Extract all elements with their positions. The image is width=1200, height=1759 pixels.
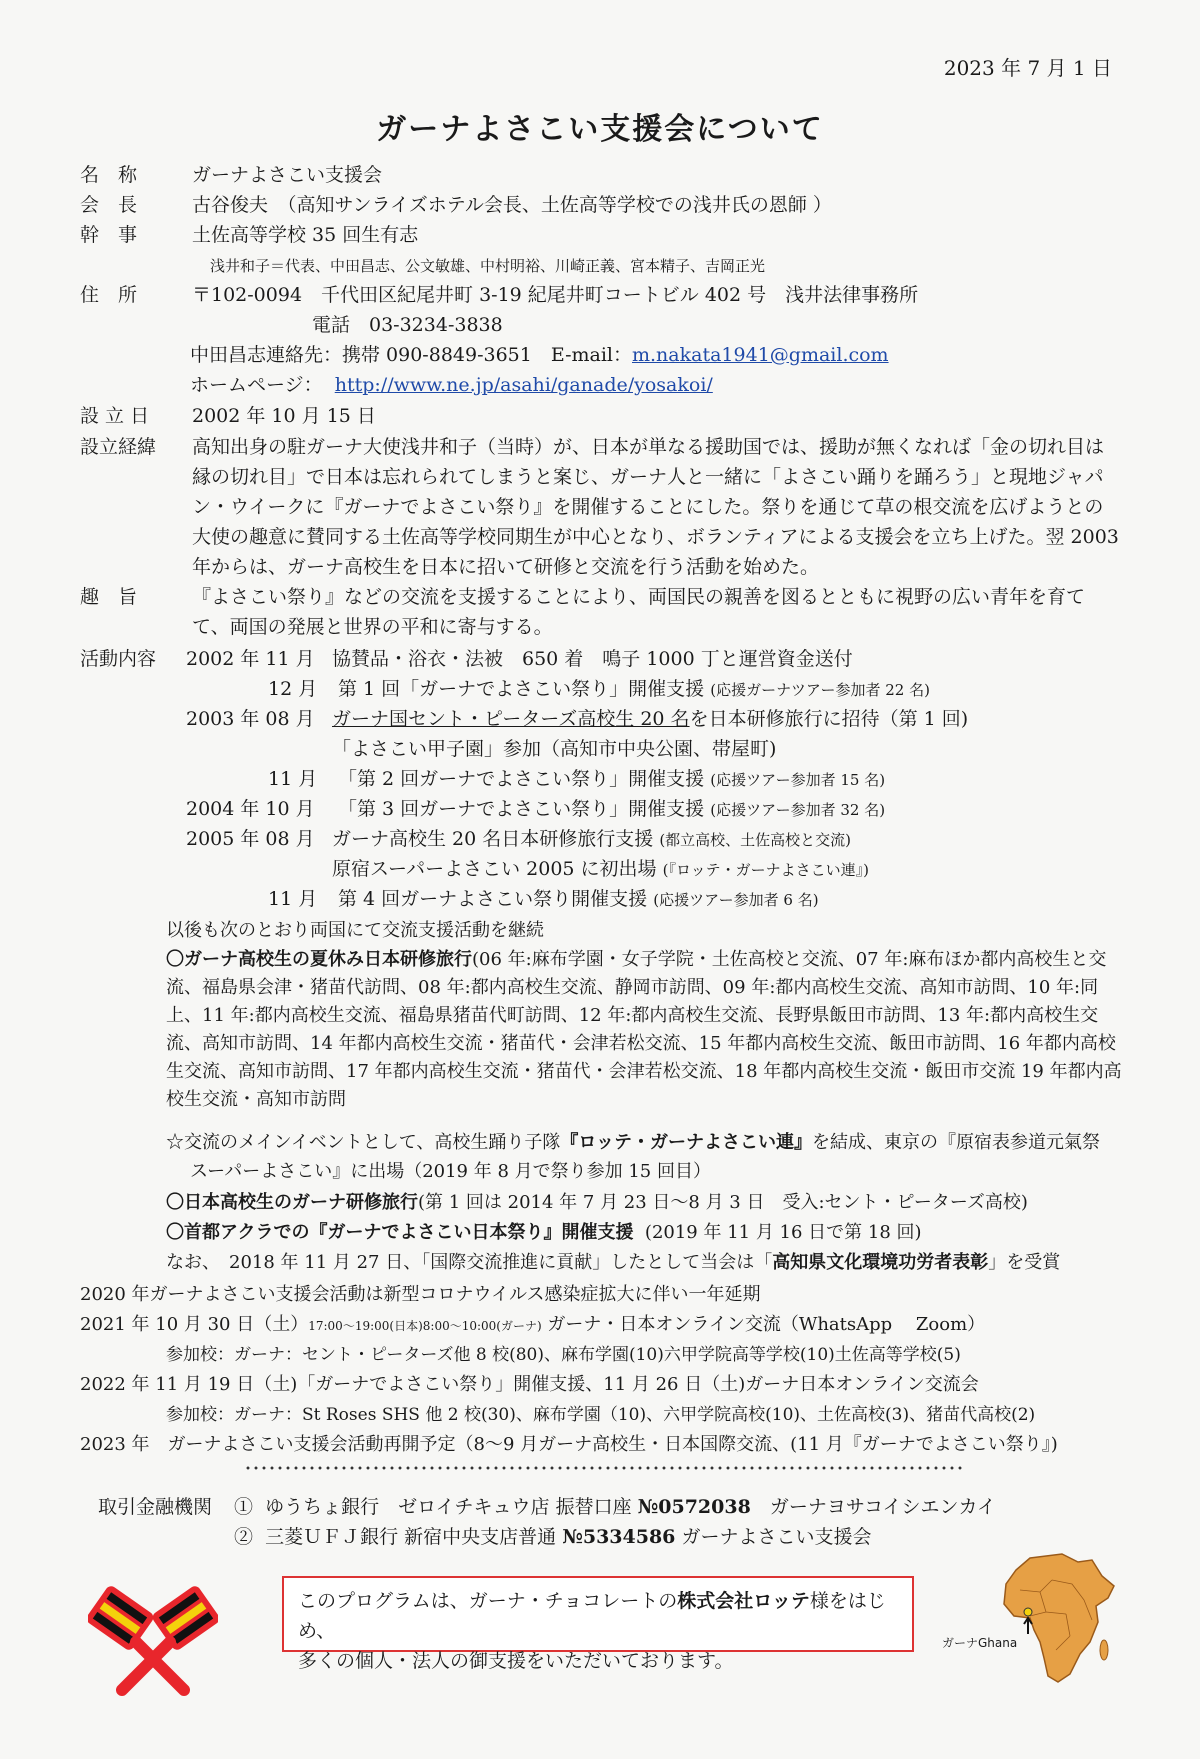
- ghana-marker: [1024, 1608, 1032, 1616]
- summer-body: (06 年:麻布学園・女子学院・土佐高校と交流、07 年:麻布ほか都内高校生と交流、福島県会津・猪苗代訪問、08 年:都内高校生交流、静岡市訪問、09 年:都内高校生交流、高知市訪問、10 年:同上、11 年:都内高校生交流、福島県猪苗代町訪問、12 年:都内高校生交流、長野県飯田市訪問、13 年:都内高校生交流、高知市訪問、14 年都内高校生交流・猪苗代・会津若松交流、15 年都内高校生交流、飯田市訪問、16 年都内高校生交流、高知市訪問、17 年都内高校生交流・猪苗代・会津若松交流、18 年都内高校生交流・飯田市交流 19 年都内高校生交流・高知市訪問: [166, 949, 1122, 1110]
- activity-text: ガーナ国セント・ピーターズ高校生 20 名: [332, 708, 690, 730]
- activity-text: 協賛品・浴衣・法被 650 着 鳴子 1000 丁と運営資金送付: [332, 648, 853, 670]
- activity-text: 「第 2 回ガーナでよさこい祭り」開催支援: [338, 768, 705, 790]
- activity-item: [332, 856, 869, 883]
- address-row: [80, 282, 918, 308]
- summer-program: [166, 946, 1126, 1114]
- activity-item: [332, 706, 968, 732]
- exec-label: 幹 事: [80, 224, 138, 246]
- founded-row: [80, 403, 376, 429]
- year-2021-date: 2021 年 10 月 30 日（土）: [80, 1314, 309, 1335]
- exec-row: [80, 222, 418, 248]
- bank-line-num: ②: [234, 1526, 254, 1548]
- lotte-team: 『ロッテ・ガーナよさこい連』: [560, 1132, 813, 1153]
- award-text-end: 」を受賞: [988, 1252, 1061, 1273]
- history-label: 設立経緯: [80, 436, 157, 458]
- activity-date: 11 月: [268, 888, 318, 910]
- japan-trip-body: (第 1 回は 2014 年 7 月 23 日〜8 月 3 日 受入:セント・ピーターズ高校): [418, 1192, 1028, 1213]
- activity-note: (応援ツアー参加者 6 名): [653, 891, 819, 909]
- activity-note: (応援ツアー参加者 15 名): [710, 771, 886, 789]
- year-2021-participants: 参加校：ガーナ：セント・ピーターズ他 8 校(80)、麻布学園(10)六甲学院高等学校(10)土佐高等学校(5): [166, 1345, 961, 1365]
- notice-text-end: 様をはじめ、: [298, 1590, 886, 1642]
- activity-item: [332, 826, 851, 853]
- bank-line-2: [234, 1524, 871, 1550]
- year-2020: 2020 年ガーナよさこい支援会活動は新型コロナウイルス感染症拡大に伴い一年延期: [80, 1284, 761, 1305]
- homepage-label: ホームページ：: [190, 374, 323, 396]
- africa-continent: [1004, 1554, 1114, 1682]
- accra-festival: [166, 1220, 922, 1246]
- naruko-clapper-right: [150, 1584, 218, 1652]
- japan-trip-heading: 〇日本高校生のガーナ研修旅行: [166, 1192, 418, 1213]
- contact-row: [190, 342, 889, 368]
- bank-line-num: ①: [234, 1496, 254, 1518]
- activity-text: ガーナ高校生 20 名日本研修旅行支援: [332, 828, 654, 850]
- activity-text: 原宿スーパーよさこい 2005 に初出場: [332, 858, 657, 880]
- history-text: 高知出身の駐ガーナ大使浅井和子（当時）が、日本が単なる援助国では、援助が無くなれば「金の切れ目は縁の切れ目」で日本は忘れられてしまうと案じ、ガーナ人と一緒に「よさこい踊りを踊ろう」と現地ジャパン・ウイークに『ガーナでよさこい祭り』を開催することにした。祭りを通じて草の根交流を広げようとの大使の趣意に賛同する土佐高等学校同期生が中心となり、ボランティアによる支援会を立ち上げた。翌 2003 年からは、ガーナ高校生を日本に招いて研修と交流を行う活動を始めた。: [192, 436, 1119, 578]
- year-2021-time: 17:00〜19:00(日本)8:00〜10:00(ガーナ): [308, 1319, 542, 1333]
- activity-item: [338, 796, 885, 823]
- accra-body: (2019 年 11 月 16 日で第 18 回): [644, 1222, 922, 1243]
- notice-line-2: 多くの個人・法人の御支援をいただいております。: [298, 1650, 734, 1672]
- activity-text: 「第 3 回ガーナでよさこい祭り」開催支援: [338, 798, 705, 820]
- activity-date: 2005 年 08 月: [186, 828, 315, 850]
- accra-heading: 〇首都アクラでの『ガーナでよさこい日本祭り』開催支援: [166, 1222, 634, 1243]
- activity-text: 第 1 回「ガーナでよさこい祭り」開催支援: [338, 678, 705, 700]
- telephone: 電話 03-3234-3838: [312, 314, 503, 336]
- account-number: №0572038: [637, 1496, 751, 1518]
- activity-note: (都立高校、土佐高校と交流): [659, 831, 852, 849]
- yosakoi-naruko-logo: [88, 1576, 218, 1696]
- account-number: №5334586: [562, 1526, 676, 1548]
- bank-line-text: ゆうちょ銀行 ゼロイチキュウ店 振替口座: [265, 1496, 638, 1518]
- activity-item: [338, 766, 885, 793]
- year-2021: [80, 1312, 985, 1339]
- document-date: 2023 年 7 月 1 日: [943, 56, 1112, 80]
- award-text: なお、 2018 年 11 月 27 日、「国際交流推進に貢献」したとして当会は「: [166, 1252, 773, 1273]
- address-value: 〒102-0094 千代田区紀尾井町 3-19 紀尾井町コートビル 402 号 浅井法律事務所: [192, 284, 919, 306]
- address-label: 住 所: [80, 284, 138, 306]
- exec-members: 浅井和子＝代表、中田昌志、公文敏雄、中村明裕、川崎正義、宮本精子、吉岡正光: [210, 257, 766, 275]
- exec-value: 土佐高等学校 35 回生有志: [192, 224, 419, 246]
- year-2021-event: ガーナ・日本オンライン交流（WhatsApp Zoom）: [541, 1314, 986, 1335]
- ghana-arrow: [1024, 1618, 1032, 1634]
- bank-line-text: 三菱ＵＦＪ銀行 新宿中央支店普通: [265, 1526, 563, 1548]
- activity-date: 2004 年 10 月: [186, 798, 315, 820]
- madagascar: [1100, 1640, 1108, 1660]
- founded-label: 設 立 日: [80, 405, 150, 427]
- name-value: ガーナよさこい支援会: [192, 164, 383, 186]
- bank-line-1: [234, 1494, 996, 1520]
- contact-text: 中田昌志連絡先：携帯 090-8849-3651 E-mail：: [190, 344, 632, 366]
- activity-date: 11 月: [268, 768, 318, 790]
- chair-row: [80, 192, 832, 218]
- dotted-divider: [244, 1466, 964, 1470]
- sponsor-name: 株式会社ロッテ: [677, 1590, 810, 1612]
- crossed-handles: [122, 1642, 184, 1690]
- naruko-clapper-left: [88, 1584, 156, 1652]
- page-title: ガーナよさこい支援会について: [376, 112, 824, 147]
- homepage-row: [190, 372, 713, 398]
- activity-text-cont: を日本研修旅行に招待（第 1 回): [689, 708, 969, 730]
- year-2022-participants: 参加校：ガーナ：St Roses SHS 他 2 校(30)、麻布学園（10)、六甲学院高校(10)、土佐高校(3)、猪苗代高校(2): [166, 1405, 1036, 1425]
- ghana-label: ガーナGhana: [942, 1636, 1018, 1650]
- year-2023: 2023 年 ガーナよさこい支援会活動再開予定（8〜9 月ガーナ高校生・日本国際交流、(11 月『ガーナでよさこい祭り』): [80, 1434, 1058, 1455]
- award-name: 高知県文化環境功労者表彰: [772, 1252, 989, 1273]
- activity-note: (応援ガーナツアー参加者 22 名): [710, 681, 930, 699]
- star-line-2: スーパーよさこい』に出場（2019 年 8 月で祭り参加 15 回目）: [190, 1161, 711, 1182]
- email-link[interactable]: m.nakata1941@gmail.com: [632, 344, 889, 366]
- homepage-link[interactable]: http://www.ne.jp/asahi/ganade/yosakoi/: [334, 374, 713, 396]
- purpose-label: 趣 旨: [80, 586, 138, 608]
- continue-text: 以後も次のとおり両国にて交流支援活動を継続: [166, 920, 544, 941]
- activities-label: 活動内容: [80, 648, 157, 670]
- japan-trip: [166, 1190, 1028, 1216]
- founded-value: 2002 年 10 月 15 日: [192, 405, 376, 427]
- account-holder: ガーナよさこい支援会: [675, 1526, 872, 1548]
- name-row: [80, 162, 382, 188]
- name-label: 名 称: [80, 164, 138, 186]
- year-2022: 2022 年 11 月 19 日（土)「ガーナでよさこい祭り」開催支援、11 月 26 日（土)ガーナ日本オンライン交流会: [80, 1374, 979, 1395]
- star-text: ☆交流のメインイベントとして、高校生踊り子隊: [166, 1132, 561, 1153]
- bank-label: 取引金融機関: [98, 1496, 213, 1518]
- account-holder: ガーナヨサコイシエンカイ: [750, 1496, 996, 1518]
- activity-date: 2002 年 11 月: [186, 648, 315, 670]
- star-text-end: を結成、東京の『原宿表参道元氣祭: [812, 1132, 1101, 1153]
- activity-note: (『ロッテ・ガーナよさこい連』): [662, 861, 869, 879]
- notice-text: このプログラムは、ガーナ・チョコレートの: [298, 1590, 678, 1612]
- notice-line-1: [298, 1586, 898, 1646]
- award-line: [166, 1250, 1060, 1276]
- purpose-text: 『よさこい祭り』などの交流を支援することにより、両国民の親善を図るとともに視野の広い青年を育てて、両国の発展と世界の平和に寄与する。: [192, 586, 1086, 638]
- activity-item: [338, 886, 819, 913]
- chair-label: 会 長: [80, 194, 138, 216]
- chair-value: 古谷俊夫 （高知サンライズホテル会長、土佐高等学校での浅井氏の恩師 ）: [192, 194, 832, 216]
- summer-heading: 〇ガーナ高校生の夏休み日本研修旅行: [166, 949, 472, 970]
- activity-note: (応援ツアー参加者 32 名): [710, 801, 886, 819]
- activity-text: 第 4 回ガーナよさこい祭り開催支援: [338, 888, 648, 910]
- africa-map: [1000, 1550, 1120, 1690]
- activity-date: 12 月: [268, 678, 318, 700]
- activity-date: 2003 年 08 月: [186, 708, 315, 730]
- sponsor-notice: [282, 1576, 914, 1672]
- activity-text: 「よさこい甲子園」参加（高知市中央公園、帯屋町): [332, 738, 777, 760]
- activity-item: [338, 676, 930, 703]
- star-line: [166, 1130, 1100, 1156]
